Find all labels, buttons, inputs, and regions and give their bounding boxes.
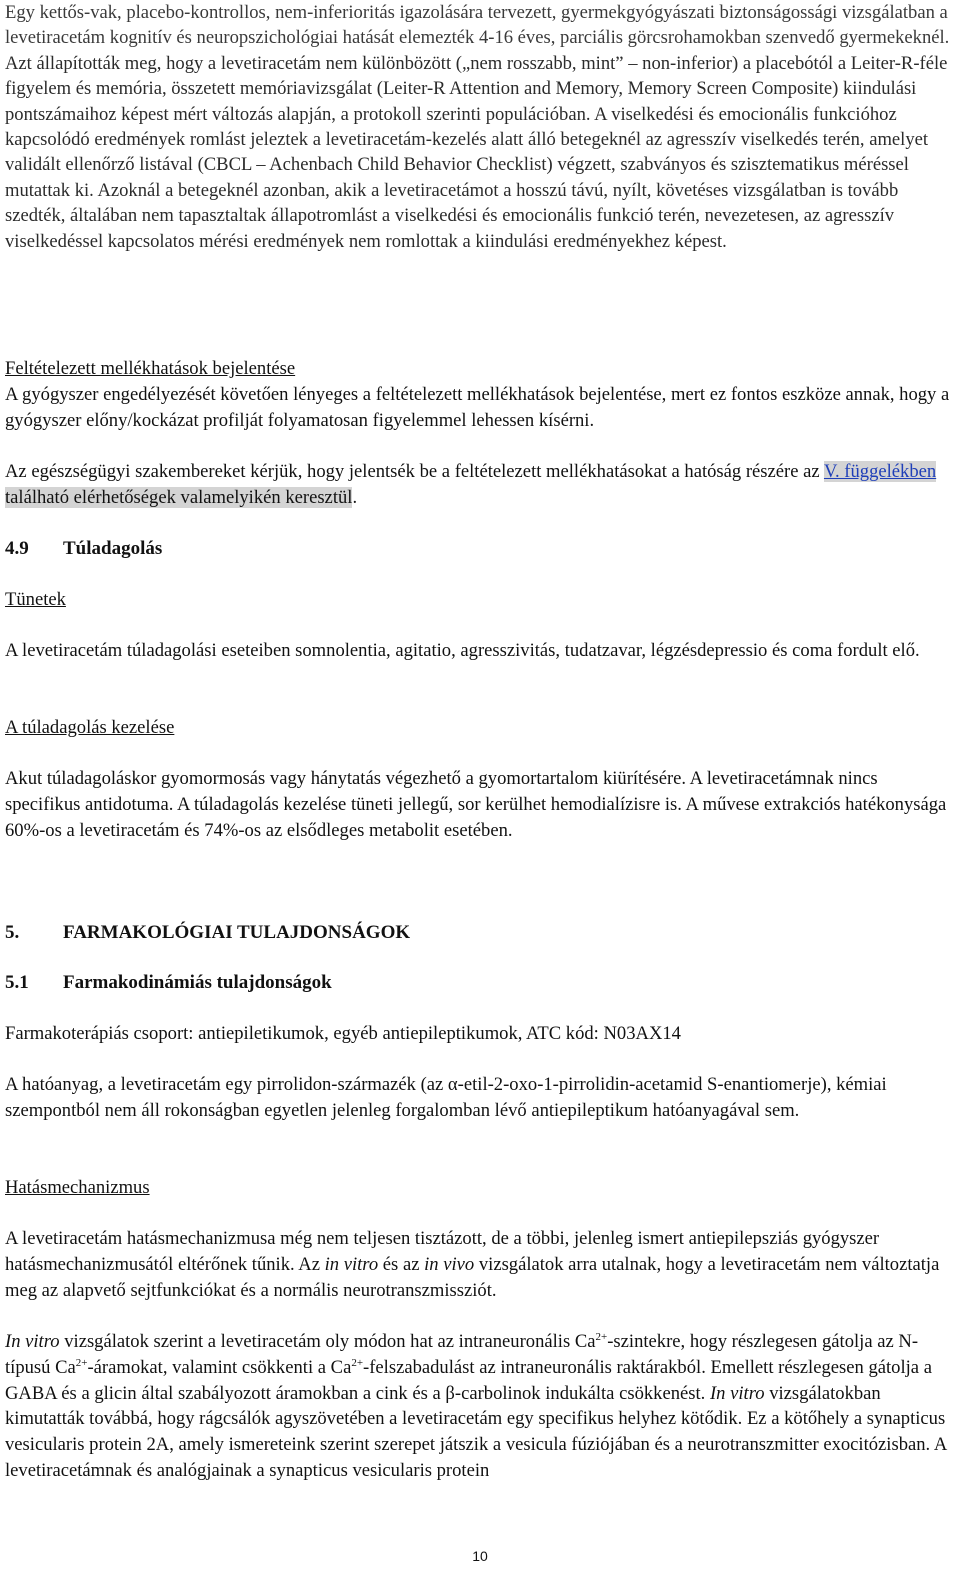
text-segment: Azt állapították meg, hogy a levetiracetám nem különbözött („nem rosszabb, mint” – non-inferior) a placebótól a Leiter-R-féle figyelem és memória, összetett memóriavizsgálat (Leiter-R Attention and Memory, Memory Screen Composite) kiindulási pontszámaihoz képest mért változás alapján, a protokoll szerinti populációban.: [5, 52, 948, 125]
text-segment: -áramokat, valamint csökkenti a Ca: [87, 1356, 352, 1378]
symptoms-heading: Tünetek: [5, 589, 66, 610]
reporting-heading: Feltételezett mellékhatások bejelentése: [5, 358, 296, 379]
text-segment: -szintekre, hogy részlegesen gátolja az N-típusú Ca: [5, 1331, 919, 1378]
section-title: FARMAKOLÓGIAI TULAJDONSÁGOK: [63, 922, 411, 943]
text-segment: -felszabadulást az intraneuronális raktárakból. Emellett részlegesen gátolja a GABA és a glicin által szabályozott áramokban a cink és a β-carbolinok indukálta csökkenést.: [5, 1356, 932, 1404]
text-segment: vizsgálatok arra utalnak, hogy a levetiracetám nem változtatja meg az alapvető sejtfunkciókat és a normális neurotranszmissziót.: [5, 1253, 940, 1301]
superscript: 2+: [595, 1331, 608, 1343]
page-number: 10: [472, 1548, 488, 1564]
text-segment: Azoknál a betegeknél azonban, akik a levetiracetámot a hosszú távú, nyílt, követéses vizsgálatban is tovább szedték, általában nem tapasztaltak állapotromlást a viselkedési és emocionális funkció terén, nevezetesen, az agresszív viselkedéssel kapcsolatos mérési eredmények nem romlottak a kiindulási eredményekhez képest.: [5, 179, 899, 252]
overdose-management-text: Akut túladagoláskor gyomormosás vagy hánytatás végezhető a gyomortartalom kiürítésére. A levetiracetámnak nincs specifikus antidotuma. A túladagolás kezelése tüneti jellegű, sor kerülhet hemodialízisre is. A művese extrakciós hatékonysága 60%-os a levetiracetám és 74%-os az elsődleges metabolit esetében.: [5, 768, 947, 841]
text-segment: A viselkedési és emocionális funkcióhoz kapcsolódó eredmények romlást jeleztek a levetiracetám-kezelés alatt álló betegeknél az agresszív viselkedés terén, amelyet validált ellenőrző listával (CBCL – Achenbach Child Behavior Checklist) végzett, szabványos és szisztematikus méréssel mutattak ki.: [5, 103, 929, 201]
active-substance-text: A hatóanyag, a levetiracetám egy pirrolidon-származék (az α-etil-2-oxo-1-pirrolidin-acetamid S-enantiomerje), kémiai szempontból nem áll rokonságban egyetlen jelenleg forgalomban lévő antiepileptikum hatóanyagával sem.: [5, 1074, 887, 1121]
mechanism-text-1: [5, 1226, 951, 1303]
italic-term: In vitro: [709, 1382, 765, 1404]
text-segment: és az: [378, 1253, 425, 1275]
text-segment: található elérhetőségek valamelyikén keresztül: [5, 486, 353, 508]
section-title: Farmakodinámiás tulajdonságok: [63, 972, 332, 993]
section-5-heading: [5, 920, 410, 946]
text-segment: Az egészségügyi szakembereket kérjük, hogy jelentsék be a feltételezett mellékhatásokat a hatóság részére az: [5, 461, 824, 482]
text-segment: A levetiracetám hatásmechanizmusa még nem teljesen tisztázott, de a többi, jelenleg ismert antiepilepsziás gyógyszer hatásmechanizmusától eltérőnek tűnik. Az: [5, 1228, 880, 1275]
reporting-text-1: A gyógyszer engedélyezését követően lényeges a feltételezett mellékhatások bejelentése, mert ez fontos eszköze annak, hogy a gyógyszer előny/kockázat profilját folyamatosan figyelemmel lehessen kísérni.: [5, 384, 950, 431]
paragraph-pediatric-study: [5, 0, 951, 254]
text-segment: .: [352, 486, 358, 508]
text-segment: vizsgálatok szerint a levetiracetám oly módon hat az intraneuronális Ca: [59, 1331, 596, 1352]
section-title: Túladagolás: [63, 538, 163, 559]
section-5-1-heading: [5, 970, 332, 996]
superscript: 2+: [75, 1356, 88, 1369]
section-number: 5.: [5, 922, 20, 943]
reporting-text-2: [5, 459, 951, 511]
overdose-management-heading: A túladagolás kezelése: [5, 717, 175, 738]
mechanism-heading: Hatásmechanizmus: [5, 1177, 150, 1198]
symptoms-text: A levetiracetám túladagolási eseteiben somnolentia, agitatio, agresszivitás, tudatzavar, légzésdepressio és coma fordult elő.: [5, 640, 920, 661]
section-4-9-heading: [5, 536, 162, 562]
italic-term: in vitro: [324, 1253, 379, 1275]
pharmacotherapeutic-group: Farmakoterápiás csoport: antiepiletikumok, egyéb antiepileptikumok, ATC kód: N03AX14: [5, 1023, 681, 1044]
section-number: 5.1: [5, 972, 29, 993]
section-number: 4.9: [5, 538, 29, 559]
mechanism-text-2: [5, 1329, 951, 1484]
text-segment: Egy kettős-vak, placebo-kontrollos, nem-inferioritás igazolására tervezett, gyermekgyógyászati biztonságossági vizsgálatban a levetiracetám kognitív és neuropszichológiai hatását elemezték 4-16 éves, parciális görcsrohamokban szenvedő gyermekeknél.: [5, 2, 950, 49]
superscript: 2+: [351, 1356, 364, 1369]
italic-term: in vivo: [424, 1253, 475, 1275]
appendix-v-link[interactable]: V. függelékben: [823, 461, 937, 482]
italic-term: In vitro: [5, 1331, 60, 1352]
text-segment: vizsgálatokban kimutatták továbbá, hogy rágcsálók agyszövetében a levetiracetám egy specifikus helyhez kötődik. Ez a kötőhely a synapticus vesicularis protein 2A, amely ismereteink szerint szerepet játszik a vesicula fúziójában és a neurotranszmitter exocitózisban. A levetiracetámnak és analógjainak a synapticus vesicularis protein: [5, 1382, 947, 1481]
